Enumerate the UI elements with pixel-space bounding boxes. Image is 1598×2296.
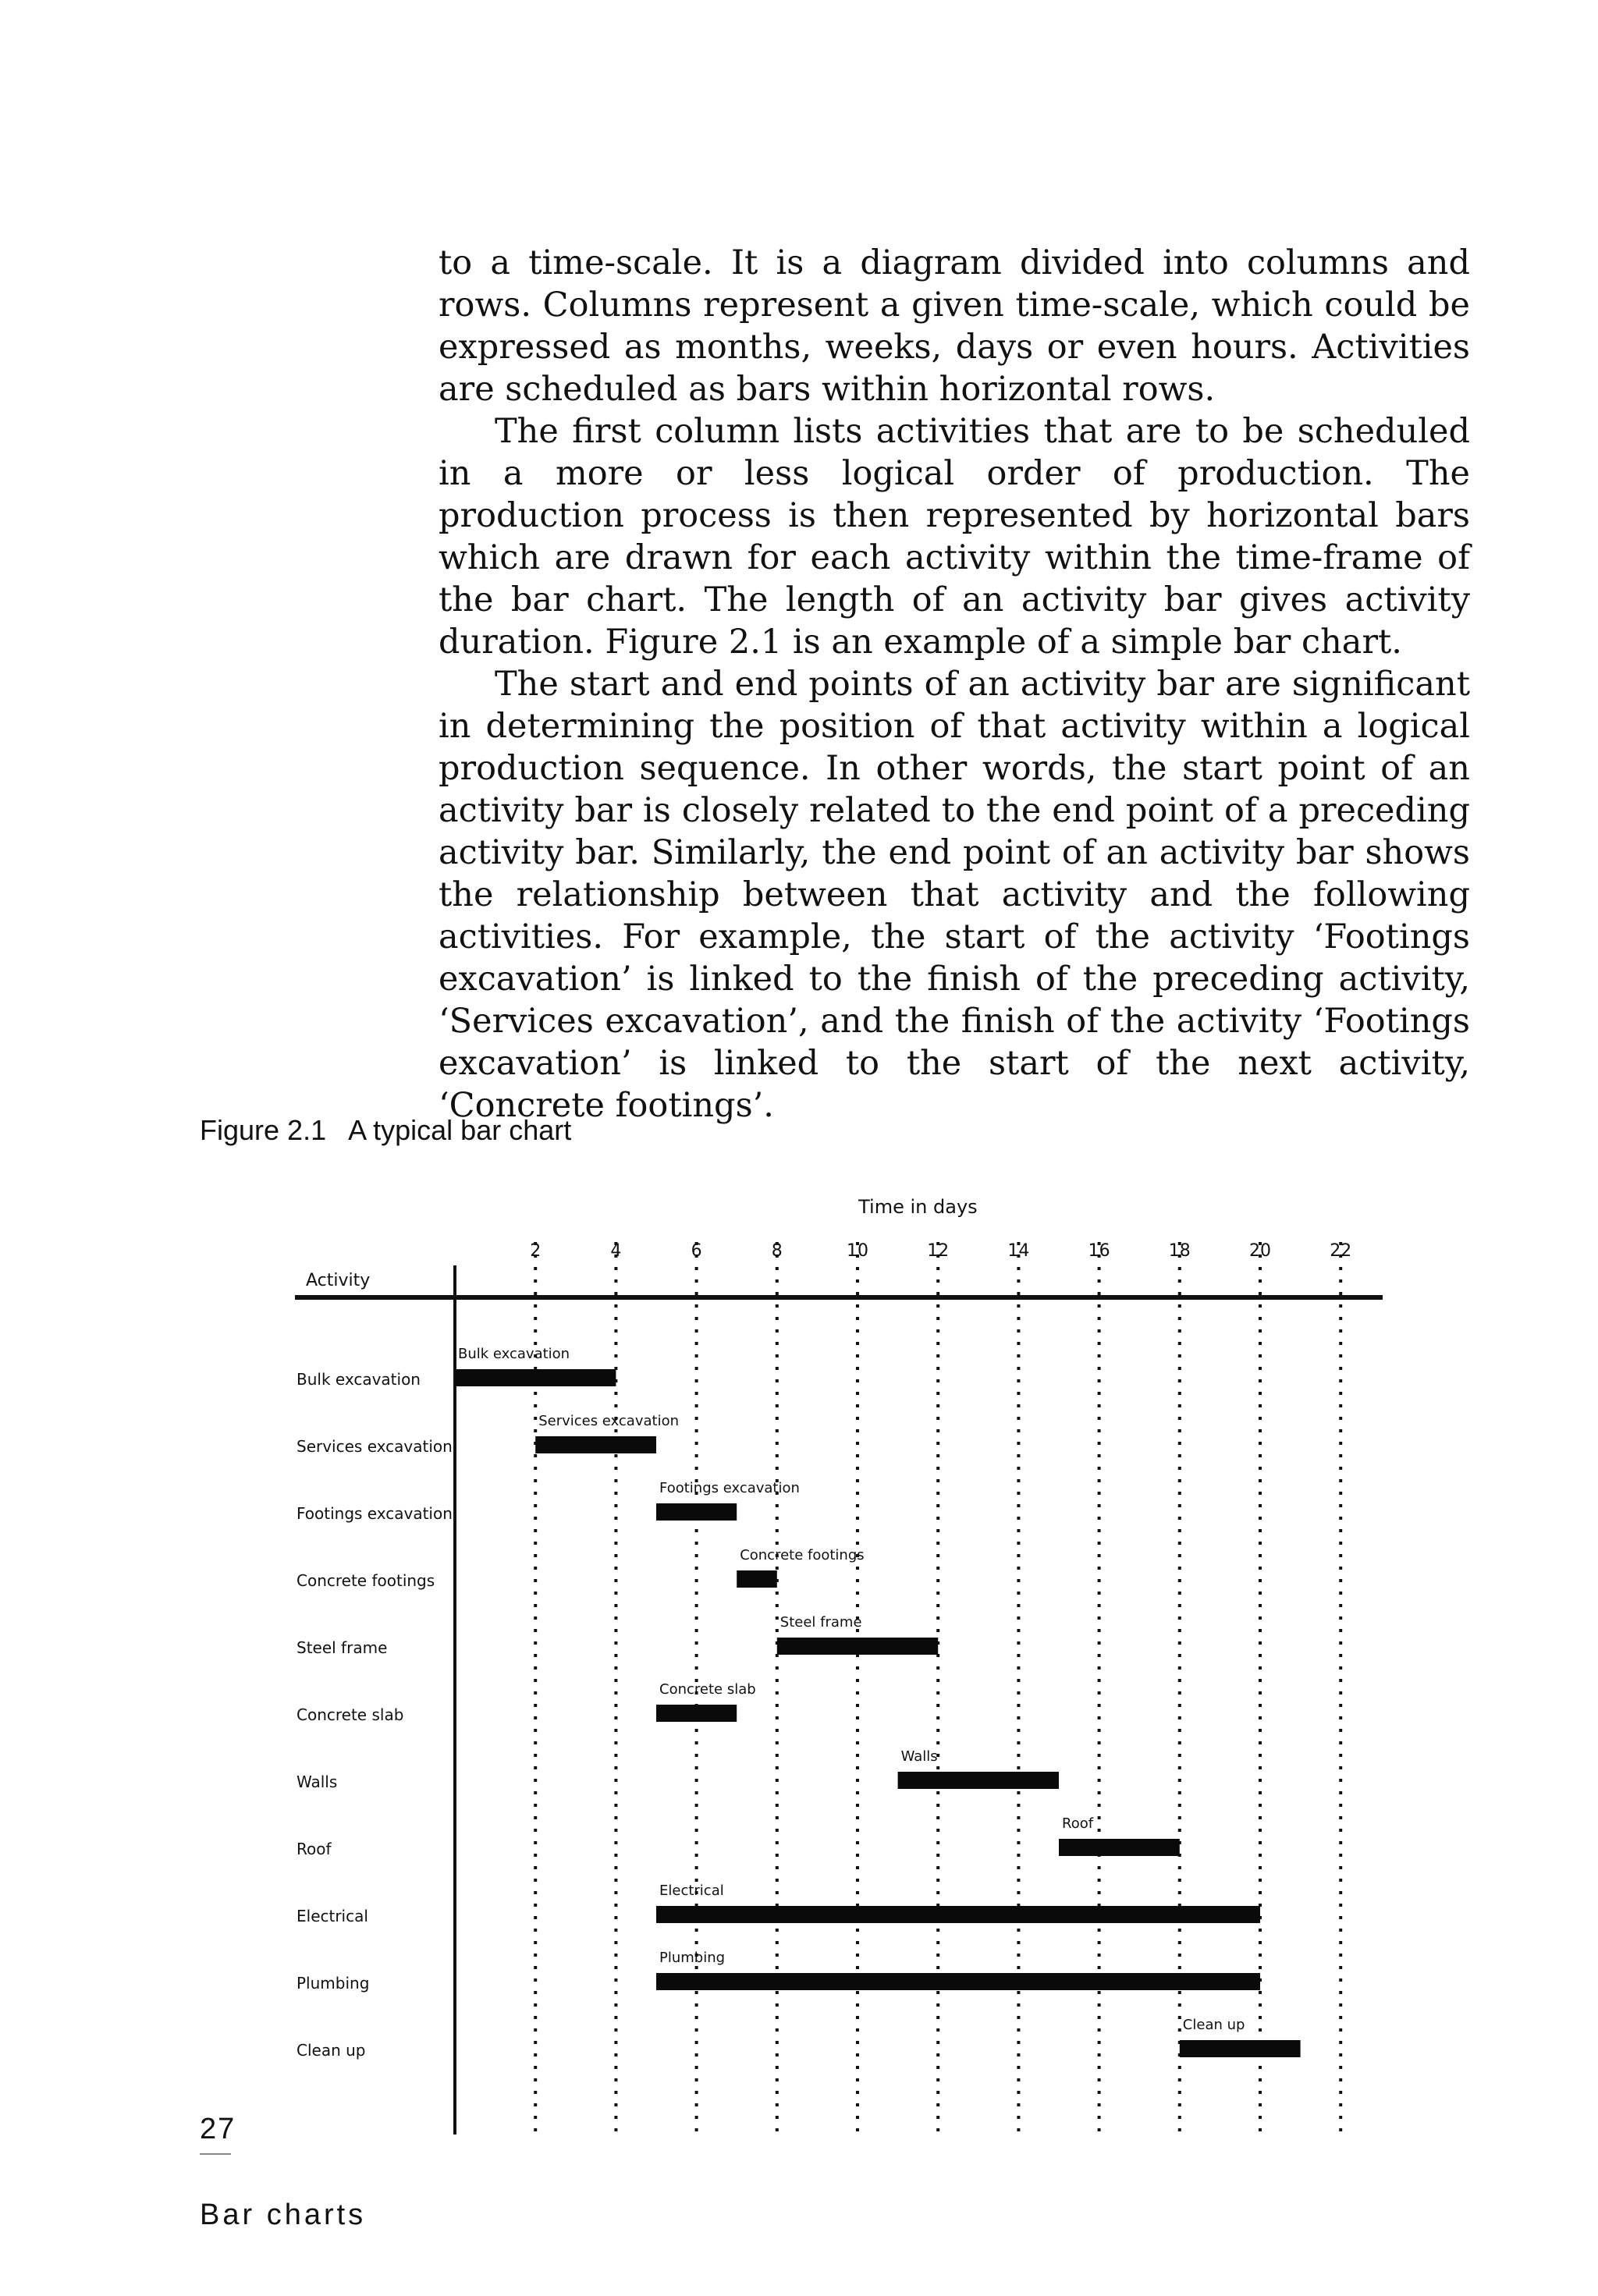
activity-bar-label: Concrete footings	[740, 1547, 865, 1563]
activity-row-label: Steel frame	[297, 1638, 388, 1657]
activity-bar-label: Services excavation	[538, 1413, 680, 1429]
page-number: 27	[200, 2113, 236, 2145]
activity-row-label: Services excavation	[297, 1437, 453, 1456]
activity-bar	[656, 1906, 1260, 1923]
figure-number: Figure 2.1	[200, 1114, 327, 1146]
x-tick-label: 18	[1168, 1241, 1191, 1261]
x-tick-label: 20	[1249, 1241, 1271, 1261]
x-tick-label: 22	[1330, 1241, 1352, 1261]
activity-bar-label: Concrete slab	[659, 1681, 756, 1698]
activity-bar-label: Clean up	[1182, 2017, 1245, 2033]
activity-row-label: Clean up	[297, 2041, 366, 2060]
activity-row-label: Bulk excavation	[297, 1370, 421, 1389]
x-tick-label: 10	[847, 1241, 868, 1261]
x-tick-label: 6	[691, 1241, 702, 1261]
activity-bar-label: Walls	[900, 1748, 938, 1765]
x-tick-label: 14	[1007, 1241, 1030, 1261]
page-number-rule	[200, 2153, 231, 2155]
activity-bar	[455, 1369, 616, 1386]
figure-caption-text: A typical bar chart	[348, 1114, 572, 1146]
running-head: Bar charts	[200, 2198, 367, 2231]
x-tick-label: 2	[530, 1241, 542, 1261]
activity-bar-label: Plumbing	[659, 1950, 726, 1966]
activity-bar	[898, 1772, 1059, 1789]
paragraph: The start and end points of an activity bar are significant in determining the position of that activity within a logical production sequence. In other words, the start point of an activity bar is closely related to the end point of a preceding activity bar. Similarly, the end point of an activity bar shows the relationship between that activity and the following activities. For example, the start of the activity ‘Footings excavation’ is linked to the finish of the preceding activity, ‘Services excavation’, and the finish of the activity ‘Footings excavation’ is linked to the start of the next activity, ‘Concrete footings’.	[439, 665, 1470, 1125]
activity-bar	[656, 1705, 737, 1722]
x-tick-label: 12	[927, 1241, 950, 1261]
activity-bar	[656, 1503, 737, 1521]
activity-row-label: Footings excavation	[297, 1504, 453, 1523]
x-tick-label: 16	[1088, 1241, 1110, 1261]
activity-bar	[1059, 1839, 1180, 1856]
activity-bar-label: Steel frame	[779, 1614, 862, 1631]
activity-bar	[777, 1638, 938, 1655]
activity-bar-label: Roof	[1062, 1815, 1094, 1832]
paragraph: The first column lists activities that are to be scheduled in a more or less logical order of production. The production process is then represented by horizontal bars which are drawn for each activity within the time-frame of the bar chart. The length of an activity bar gives activity duration. Figure 2.1 is an example of a simple bar chart.	[439, 412, 1470, 662]
activity-bar	[535, 1436, 656, 1453]
activity-column-header: Activity	[306, 1271, 371, 1290]
paragraph: to a time-scale. It is a diagram divided into columns and rows. Columns represent a given time-scale, which could be expressed as months, weeks, days or even hours. Activities are scheduled as bars within horizontal rows.	[439, 243, 1470, 409]
activity-bar-label: Footings excavation	[659, 1480, 800, 1496]
activity-row-label: Concrete footings	[297, 1571, 435, 1590]
x-tick-label: 8	[771, 1241, 783, 1261]
activity-row-label: Concrete slab	[297, 1705, 404, 1724]
activity-bar-label: Bulk excavation	[458, 1346, 570, 1362]
activity-row-label: Walls	[297, 1773, 338, 1791]
activity-bar	[1180, 2040, 1301, 2057]
chart-title: Time in days	[858, 1196, 978, 1218]
activity-bar	[656, 1973, 1260, 1990]
activity-row-label: Electrical	[297, 1907, 368, 1925]
activity-row-label: Roof	[297, 1840, 332, 1858]
x-tick-label: 4	[610, 1241, 622, 1261]
activity-row-label: Plumbing	[297, 1974, 370, 1993]
activity-bar-label: Electrical	[659, 1883, 724, 1899]
activity-bar	[737, 1570, 777, 1588]
